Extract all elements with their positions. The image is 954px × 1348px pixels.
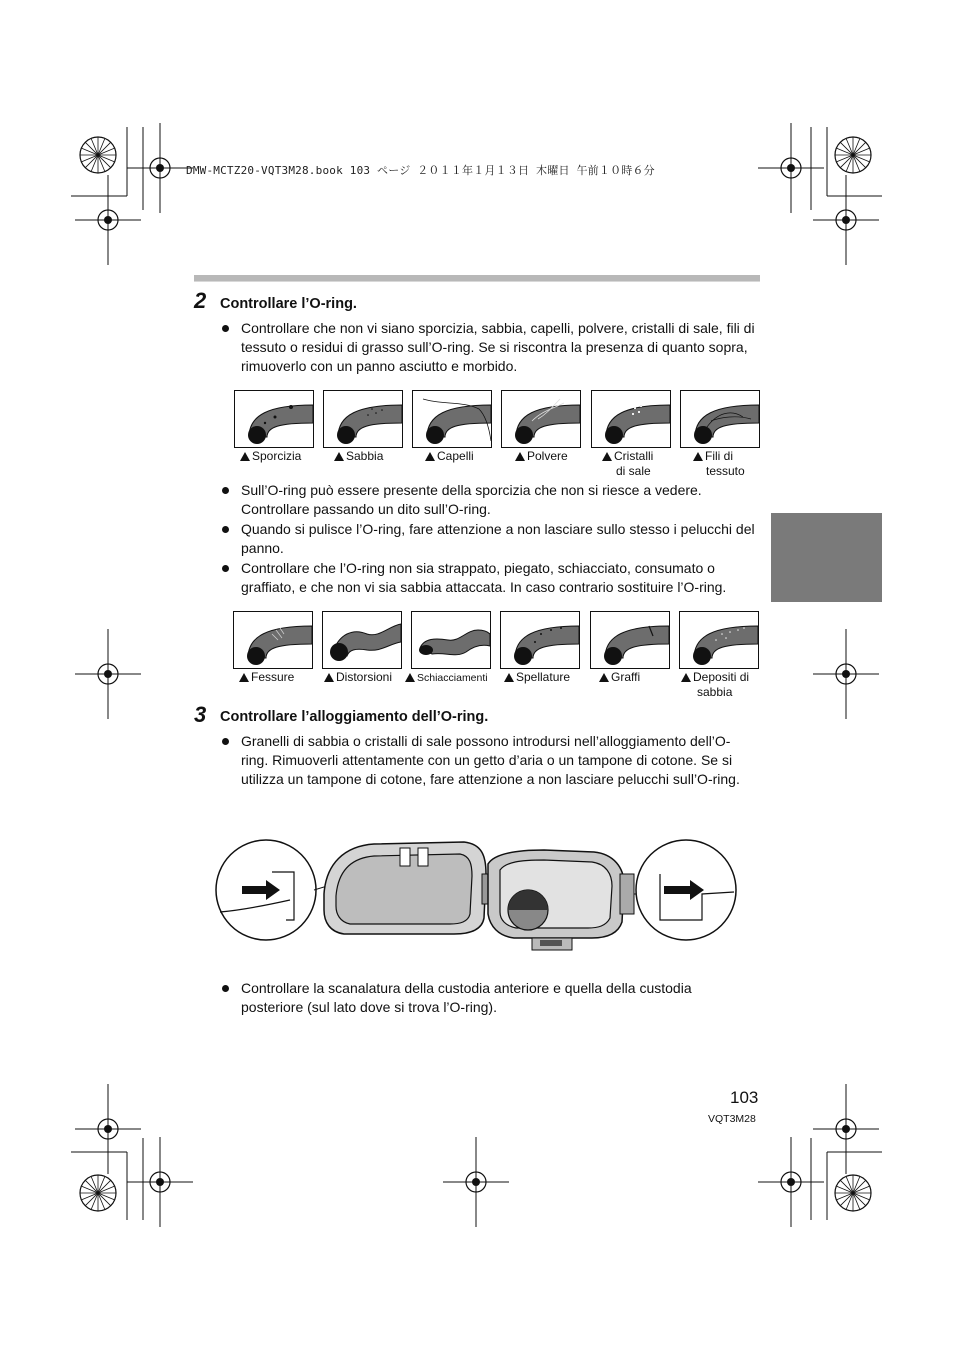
bullet-dot — [222, 985, 229, 992]
bullet-dot — [222, 526, 229, 533]
caption-peeling: Spellature — [504, 670, 570, 685]
bullet-dot — [222, 565, 229, 572]
triangle-icon — [681, 673, 691, 682]
bullet-text: Controllare che l’O-ring non sia strappato, piegato, schiacciato, consumato o graffiato, e che non vi sia sabbia attaccata. In caso contrario sostituire l’O-ring. — [241, 560, 727, 595]
caption-dust: Polvere — [515, 449, 568, 464]
oring-illustration — [680, 390, 760, 448]
triangle-icon — [515, 452, 525, 461]
bullet-item — [222, 979, 762, 1017]
oring-illustration — [233, 611, 313, 669]
step-title-2: Controllare l’O-ring. — [220, 296, 357, 312]
document-code: VQT3M28 — [708, 1113, 756, 1125]
triangle-icon — [425, 452, 435, 461]
oring-illustration — [591, 390, 671, 448]
bullet-dot — [222, 487, 229, 494]
oring-illustration — [500, 611, 580, 669]
caption-distortions: Distorsioni — [324, 670, 392, 685]
triangle-icon — [324, 673, 334, 682]
oring-sand-illustration — [324, 391, 402, 447]
oring-dirt-illustration — [235, 391, 313, 447]
oring-peeling-illustration — [501, 612, 579, 668]
bullet-text: Sull’O-ring può essere presente della sporcizia che non si riesce a vedere. Controllare passando un dito sull’O-ring. — [241, 482, 702, 517]
caption-squashing: Schiacciamenti — [405, 671, 488, 686]
bullet-item — [222, 520, 762, 558]
triangle-icon — [239, 673, 249, 682]
triangle-icon — [240, 452, 250, 461]
caption-sand-deposits: Depositi di sabbia — [681, 670, 749, 700]
bullet-item — [222, 481, 762, 519]
oring-fibers-illustration — [681, 391, 759, 447]
oring-crack-illustration — [234, 612, 312, 668]
bullet-text: Granelli di sabbia o cristalli di sale possono introdursi nell’alloggiamento dell’O-ring. Rimuoverli attentamente con un getto d’aria o un tampone di cotone. Se si utilizza un tampone di cotone, fare attenzione a non lasciare pelucchi sull’O-ring. — [241, 733, 740, 787]
section-top-bar-shadow — [194, 281, 760, 282]
oring-illustration — [411, 611, 491, 669]
bullet-text: Controllare la scanalatura della custodia anteriore e quella della custodia posteriore (sul lato dove si trova l’O-ring). — [241, 980, 692, 1015]
oring-dust-illustration — [502, 391, 580, 447]
bullet-item — [222, 319, 762, 376]
triangle-icon — [405, 673, 415, 682]
caption-fibers: Fili di tessuto — [693, 449, 745, 479]
oring-salt-crystals-illustration — [592, 391, 670, 447]
bullet-dot — [222, 738, 229, 745]
step-number-2: 2 — [194, 288, 207, 313]
bullet-dot — [222, 325, 229, 332]
oring-squashed-illustration — [412, 612, 490, 668]
page-number: 103 — [730, 1088, 759, 1107]
triangle-icon — [599, 673, 609, 682]
oring-illustration — [679, 611, 759, 669]
bullet-item — [222, 559, 762, 597]
triangle-icon — [602, 452, 612, 461]
oring-illustration — [234, 390, 314, 448]
bullet-text: Controllare che non vi siano sporcizia, sabbia, capelli, polvere, cristalli di sale, fili di tessuto o residui di grasso sull’O-ring. Se si riscontra la presenza di quanto sopra, rimuoverlo con un panno asciutto e morbido. — [241, 320, 755, 374]
caption-hair: Capelli — [425, 449, 474, 464]
triangle-icon — [504, 673, 514, 682]
oring-sand-deposit-illustration — [680, 612, 758, 668]
triangle-icon — [334, 452, 344, 461]
housing-oring-groove-illustration — [214, 834, 738, 970]
oring-illustration — [501, 390, 581, 448]
bullet-item — [222, 732, 762, 789]
caption-scratches: Graffi — [599, 670, 640, 685]
print-slug-line: DMW-MCTZ20-VQT3M28.book 103 ページ ２０１１年１月１３日 木曜日 午前１０時６分 — [186, 164, 655, 177]
oring-illustration — [322, 611, 402, 669]
oring-illustration — [323, 390, 403, 448]
side-thumb-tab — [771, 513, 882, 602]
oring-hair-illustration — [413, 391, 491, 447]
step-title-3: Controllare l’alloggiamento dell’O-ring. — [220, 709, 489, 725]
caption-dirt: Sporcizia — [240, 449, 301, 464]
oring-distortion-illustration — [323, 612, 401, 668]
oring-scratch-illustration — [591, 612, 669, 668]
bullet-text: Quando si pulisce l’O-ring, fare attenzione a non lasciare sullo stesso i pelucchi del panno. — [241, 521, 755, 556]
caption-salt: Cristalli di sale — [602, 449, 653, 479]
caption-sand: Sabbia — [334, 449, 383, 464]
caption-cracks: Fessure — [239, 670, 294, 685]
oring-illustration — [412, 390, 492, 448]
step-number-3: 3 — [194, 702, 207, 727]
oring-illustration — [590, 611, 670, 669]
triangle-icon — [693, 452, 703, 461]
